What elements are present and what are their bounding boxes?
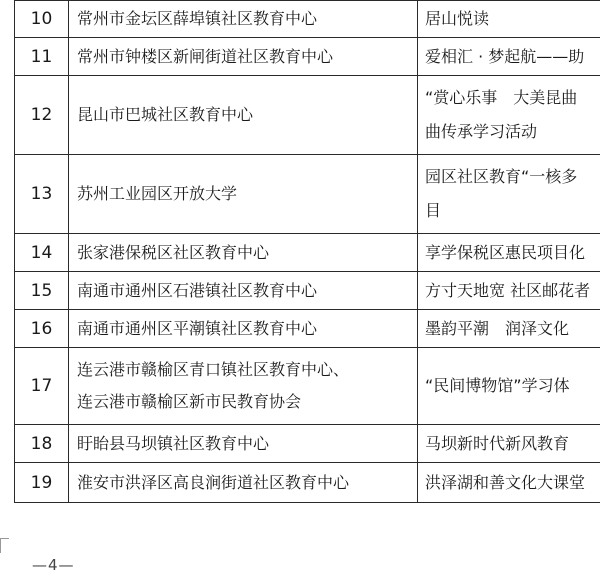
- page-number: —4—: [32, 556, 75, 574]
- row-number: 10: [15, 1, 69, 38]
- table-row: [15, 425, 600, 463]
- organization-cell: 淮安市洪泽区高良涧街道社区教育中心: [69, 463, 418, 503]
- table-row: [15, 348, 600, 425]
- table-row: [15, 38, 600, 76]
- project-cell: 爱相汇 · 梦起航——助: [418, 38, 600, 76]
- table-row: [15, 310, 600, 348]
- project-cell: [418, 76, 600, 155]
- organization-cell: 昆山市巴城社区教育中心: [69, 76, 418, 155]
- table-row: [15, 463, 600, 503]
- project-line: “赏心乐事 大美昆曲: [425, 88, 578, 107]
- row-number: 16: [15, 310, 69, 348]
- project-cell: 墨韵平潮 润泽文化: [418, 310, 600, 348]
- organization-cell: 张家港保税区社区教育中心: [69, 234, 418, 272]
- organization-cell: 盱眙县马坝镇社区教育中心: [69, 425, 418, 463]
- project-line: 园区社区教育“一核多: [425, 167, 578, 186]
- project-cell: [418, 155, 600, 234]
- project-line: 目: [425, 201, 442, 220]
- table-row: [15, 155, 600, 234]
- row-number: 15: [15, 272, 69, 310]
- organization-cell: 苏州工业园区开放大学: [69, 155, 418, 234]
- project-line: 曲传承学习活动: [425, 122, 538, 141]
- table-row: [15, 234, 600, 272]
- table-row: [15, 1, 600, 38]
- organization-cell: 南通市通州区石港镇社区教育中心: [69, 272, 418, 310]
- project-cell: 居山悦读: [418, 1, 600, 38]
- project-cell: 享学保税区惠民项目化: [418, 234, 600, 272]
- row-number: 18: [15, 425, 69, 463]
- organization-cell: 常州市金坛区薛埠镇社区教育中心: [69, 1, 418, 38]
- table-row: [15, 272, 600, 310]
- row-number: 17: [15, 348, 69, 425]
- table-row: [15, 76, 600, 155]
- organization-cell: 南通市通州区平潮镇社区教育中心: [69, 310, 418, 348]
- row-number: 13: [15, 155, 69, 234]
- project-cell: “民间博物馆”学习体: [418, 348, 600, 425]
- organization-cell: 常州市钟楼区新闸街道社区教育中心: [69, 38, 418, 76]
- project-cell: 洪泽湖和善文化大课堂: [418, 463, 600, 503]
- organization-line: 连云港市赣榆区新市民教育协会: [77, 392, 302, 411]
- project-table: [14, 0, 600, 503]
- project-cell: 方寸天地宽 社区邮花者: [418, 272, 600, 310]
- crop-mark: [0, 538, 9, 553]
- organization-line: 连云港市赣榆区青口镇社区教育中心、: [77, 360, 350, 379]
- row-number: 14: [15, 234, 69, 272]
- row-number: 11: [15, 38, 69, 76]
- project-cell: 马坝新时代新风教育: [418, 425, 600, 463]
- row-number: 19: [15, 463, 69, 503]
- organization-cell: [69, 348, 418, 425]
- row-number: 12: [15, 76, 69, 155]
